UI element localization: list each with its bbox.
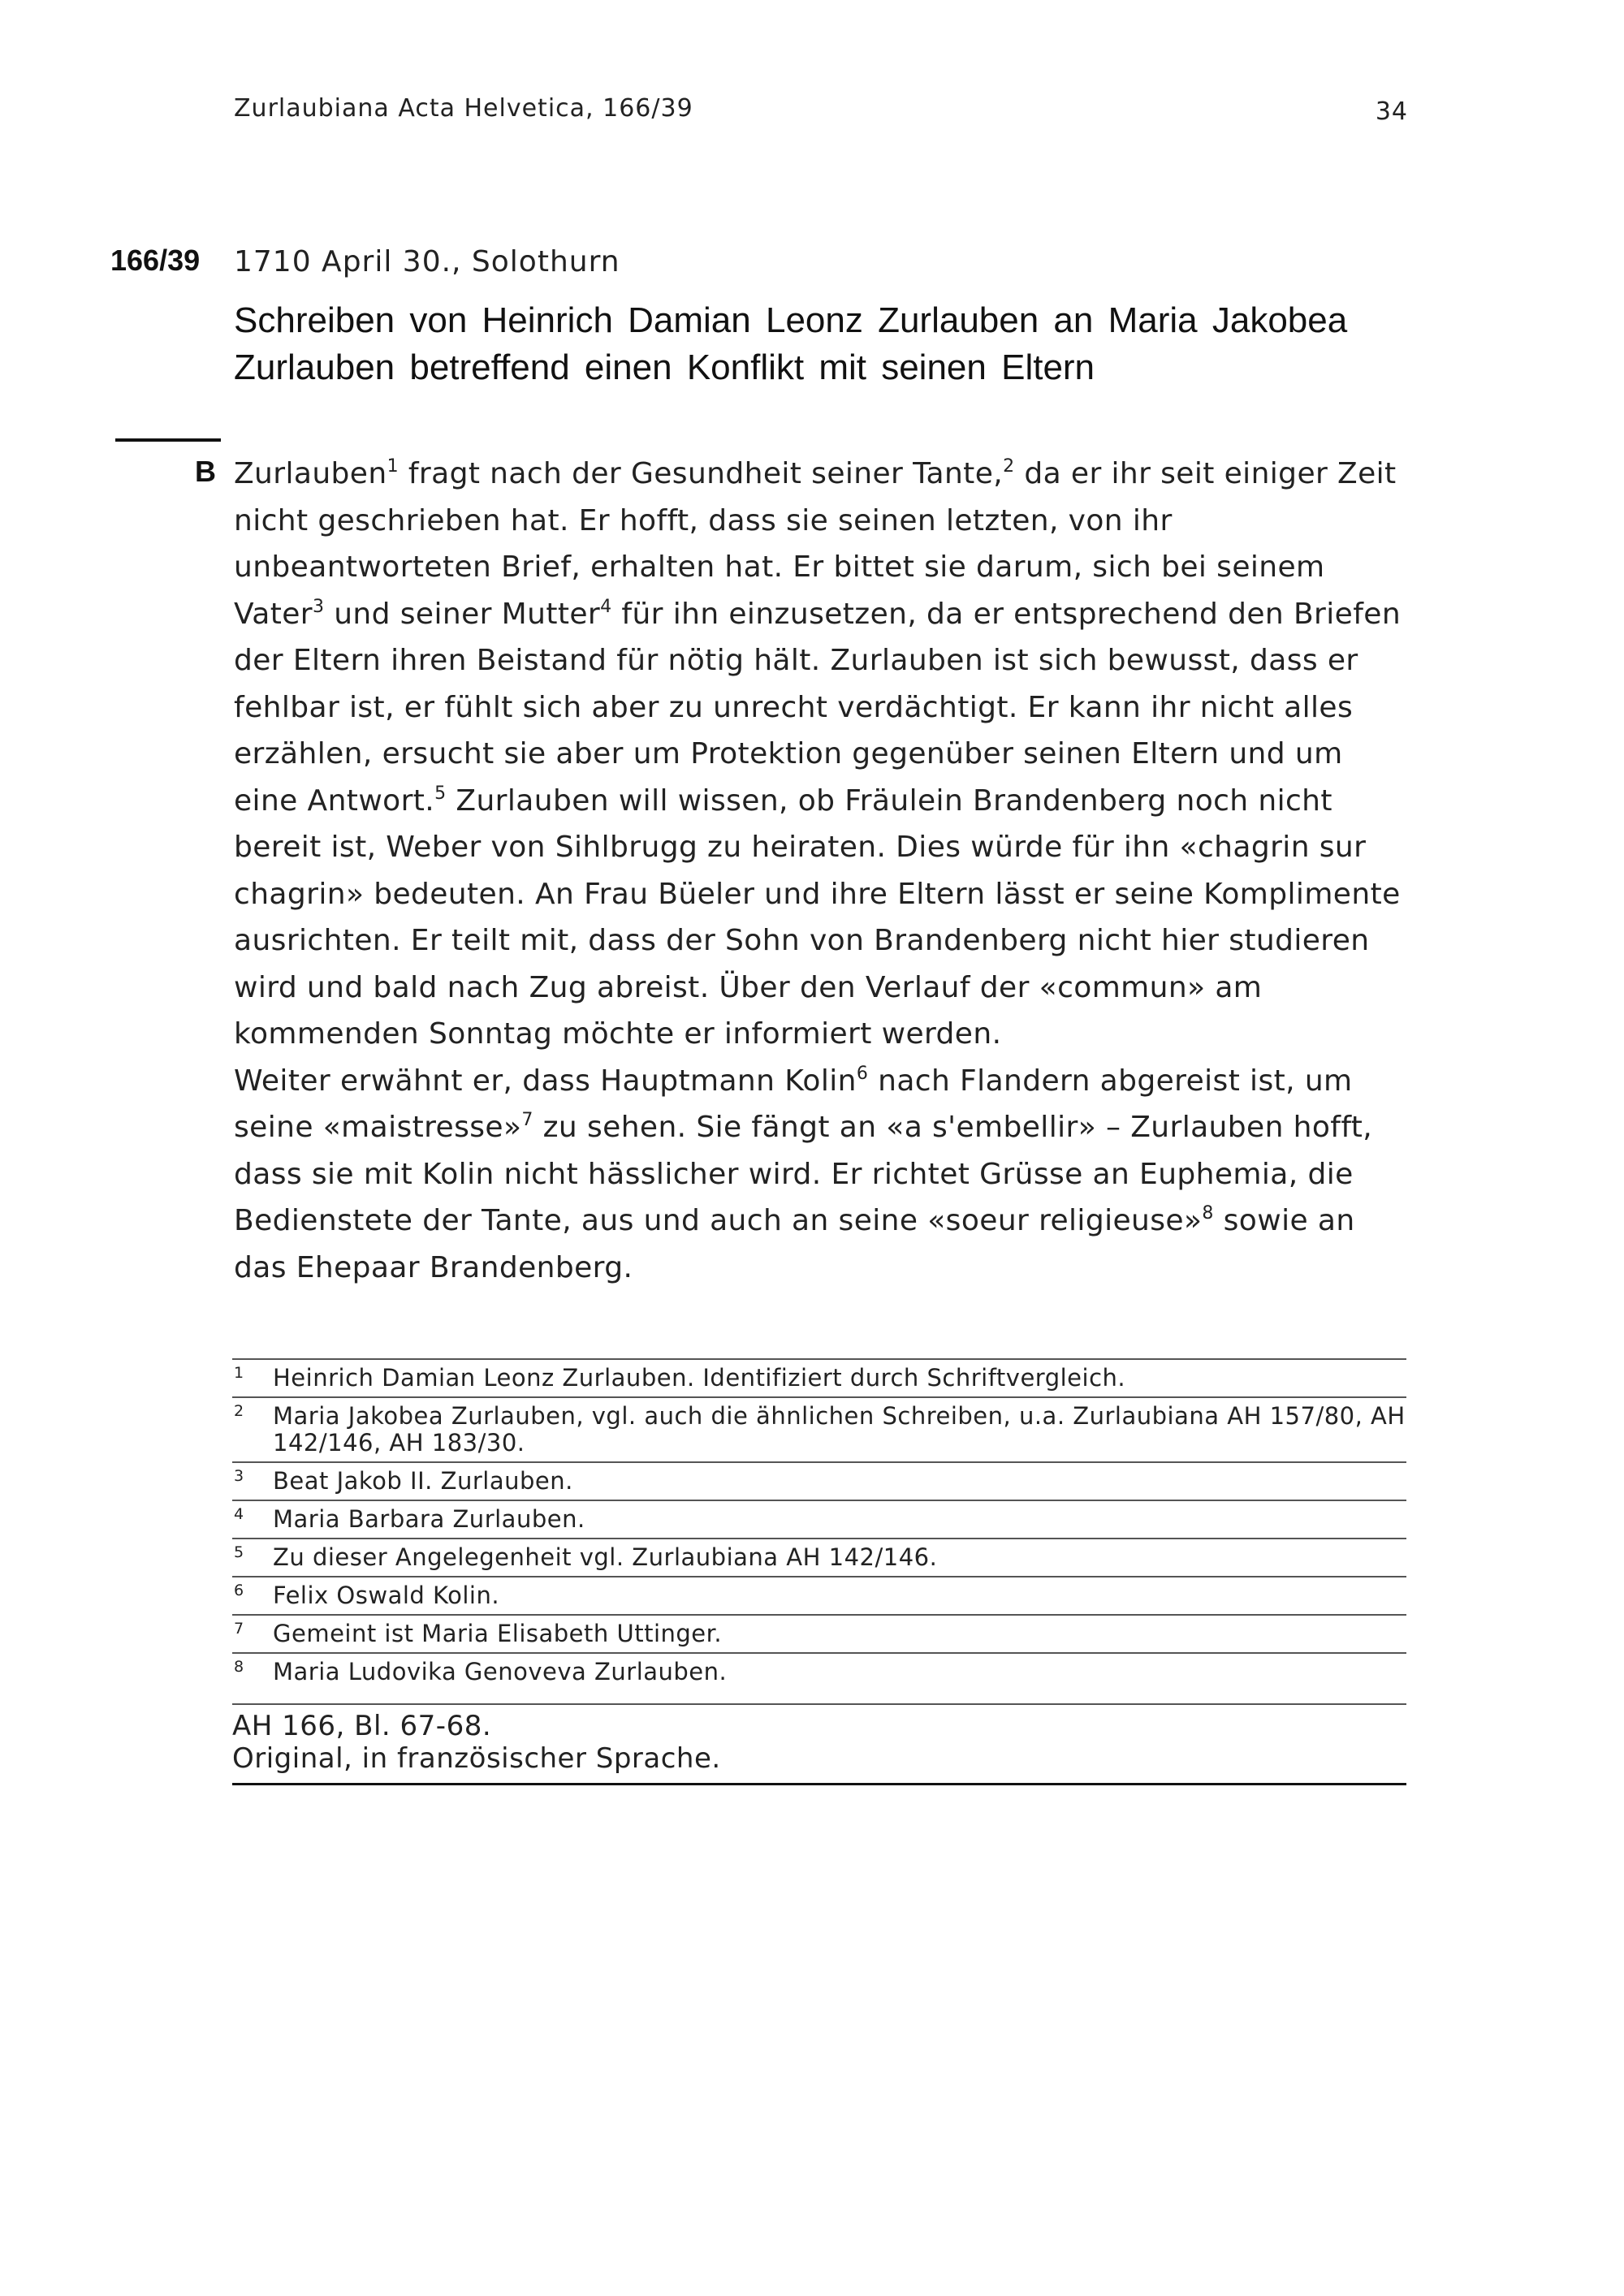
footnote-text: Zu dieser Angelegenheit vgl. Zurlaubiana AH 142/146. <box>273 1543 938 1571</box>
source-block <box>232 1703 1406 1785</box>
footnote-text: Maria Barbara Zurlauben. <box>273 1505 585 1533</box>
summary-text-run: Weiter erwähnt er, dass Hauptmann Kolin <box>234 1064 857 1098</box>
summary-text-run: zu sehen. Sie fängt an «a s'embellir» – Zurlauben hofft, dass sie mit Kolin nicht hässlicher wird. Er richtet Grüsse an Euphemia, die Bedienstete der Tante, aus und auch an seine «soeur religieuse» <box>234 1111 1373 1237</box>
footnote <box>232 1500 1406 1538</box>
document-number: 166/39 <box>110 244 201 277</box>
summary-text-run: Zurlauben will wissen, ob Fräulein Brandenberg noch nicht bereit ist, Weber von Sihlbrugg zu heiraten. Dies würde für ihn «chagrin sur chagrin» bedeuten. An Frau Büeler und ihre Eltern lässt er seine Komplimente ausrichten. Er teilt mit, dass der Sohn von Brandenberg nicht hier studieren wird und bald nach Zug abreist. Über den Verlauf der «commun» am kommenden Sonntag möchte er informiert werden. <box>234 783 1401 1051</box>
summary-paragraph <box>234 1058 1411 1292</box>
footnote-ref[interactable]: 1 <box>387 456 399 477</box>
footnote-number: 8 <box>234 1658 244 1676</box>
running-title: Zurlaubiana Acta Helvetica, 166/39 <box>234 94 693 123</box>
summary-text-run: und seiner Mutter <box>324 597 601 631</box>
footnote-number: 3 <box>234 1467 244 1485</box>
summary-text-run: da er ihr seit einiger Zeit nicht geschrieben hat. Er hofft, dass sie seinen letzten, von ihr unbeantworteten Brief, erhalten hat. Er bittet sie darum, sich bei seinem Vater <box>234 457 1397 631</box>
running-header <box>234 94 1408 127</box>
section-divider <box>115 438 221 442</box>
footnote-text: Maria Ludovika Genoveva Zurlauben. <box>273 1658 728 1685</box>
summary-text-run: fragt nach der Gesundheit seiner Tante, <box>398 457 1004 490</box>
footnote-ref[interactable]: 2 <box>1003 456 1015 477</box>
source-signature: AH 166, Bl. 67-68. <box>232 1710 492 1742</box>
source-note: Original, in französischer Sprache. <box>232 1742 721 1775</box>
footnote-number: 6 <box>234 1582 244 1599</box>
footnote-number: 7 <box>234 1620 244 1638</box>
footnote-number: 2 <box>234 1402 244 1420</box>
summary-paragraph <box>234 451 1411 1058</box>
footnote-text: Beat Jakob II. Zurlauben. <box>273 1467 573 1495</box>
summary-text-run: für ihn einzusetzen, da er entsprechend den Briefen der Eltern ihren Beistand für nötig hält. Zurlauben ist sich bewusst, dass er fehlbar ist, er fühlt sich aber zu unrecht verdächtigt. Er kann ihr nicht alles erzählen, ersucht sie aber um Protektion gegenüber seinen Eltern und um eine Antwort. <box>234 597 1402 818</box>
footnote-ref[interactable]: 8 <box>1202 1203 1214 1224</box>
summary-text <box>234 451 1411 1291</box>
page-number: 34 <box>1375 97 1408 126</box>
footnote <box>232 1396 1406 1461</box>
footnote-ref[interactable]: 4 <box>600 596 612 617</box>
document-title: Schreiben von Heinrich Damian Leonz Zurlauben an Maria Jakobea Zurlauben betreffend einen Konflikt mit seinen Eltern <box>234 300 1348 387</box>
summary-text-run: Zurlauben <box>234 457 387 490</box>
footnote-ref[interactable]: 5 <box>434 783 447 804</box>
footnote-text: Heinrich Damian Leonz Zurlauben. Identifiziert durch Schriftvergleich. <box>273 1364 1126 1392</box>
footnote <box>232 1576 1406 1614</box>
footnote <box>232 1461 1406 1500</box>
footnote-number: 4 <box>234 1505 244 1523</box>
footnote <box>232 1652 1406 1690</box>
footnote-number: 1 <box>234 1364 244 1382</box>
footnote-text: Maria Jakobea Zurlauben, vgl. auch die ähnlichen Schreiben, u.a. Zurlaubiana AH 157/80, AH 142/146, AH 183/30. <box>273 1402 1406 1457</box>
summary-text-run: sowie an das Ehepaar Brandenberg. <box>234 1204 1355 1284</box>
summary-text-run: nach Flandern abgereist ist, um seine «maistresse» <box>234 1064 1353 1144</box>
document-date-place: 1710 April 30., Solothurn <box>234 245 620 278</box>
footnotes-section <box>232 1358 1406 1785</box>
footnote <box>232 1614 1406 1652</box>
footnote-ref[interactable]: 3 <box>312 596 325 617</box>
footnote <box>232 1538 1406 1576</box>
footnote <box>232 1358 1406 1396</box>
footnote-ref[interactable]: 7 <box>521 1110 533 1130</box>
footnote-text: Gemeint ist Maria Elisabeth Uttinger. <box>273 1620 723 1647</box>
summary-label: B <box>195 455 216 488</box>
footnote-number: 5 <box>234 1543 244 1561</box>
footnote-ref[interactable]: 6 <box>856 1063 869 1084</box>
footnote-text: Felix Oswald Kolin. <box>273 1582 500 1609</box>
